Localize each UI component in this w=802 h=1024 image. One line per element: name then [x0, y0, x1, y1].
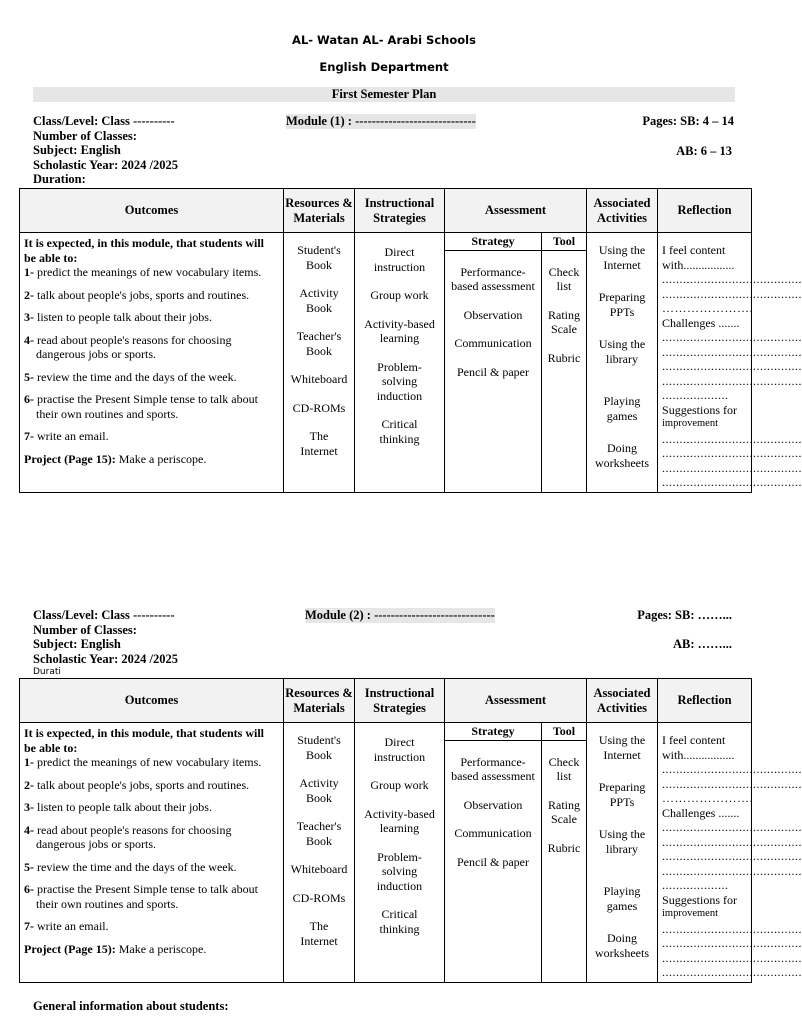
strategy-item: Problem-solving induction — [376, 359, 423, 403]
plan-title: First Semester Plan — [33, 87, 735, 102]
reflection-improvement: improvement — [662, 908, 719, 919]
activity-item: Using the Internet — [598, 733, 646, 762]
reflection-challenges: Challenges ....... — [662, 805, 740, 820]
outcomes-intro: It is expected, in this module, that students will be able to: — [24, 726, 265, 755]
resource-item: Student's Book — [297, 733, 341, 762]
plan-table-module2 — [19, 678, 802, 983]
outcome-5: 5- review the time and the days of the week. — [24, 859, 237, 874]
assessment-tool-item: Check list — [548, 264, 580, 293]
reflection-suggestions: Suggestions for — [662, 402, 738, 417]
module2-title: Module (2) : ----------------------------- — [305, 608, 495, 622]
outcome-2: 2- talk about people's jobs, sports and routines. — [24, 287, 250, 302]
activities-cell — [587, 233, 658, 493]
class-level: Class/Level: Class ---------- — [33, 114, 175, 128]
resource-item: The Internet — [300, 919, 338, 948]
activity-item: Using the library — [598, 827, 646, 856]
module1-pages-ab: AB: 6 – 13 — [676, 144, 732, 158]
resources-cell — [284, 723, 355, 983]
assessment-strategy-header: Strategy — [445, 233, 541, 251]
resource-item: Student's Book — [297, 243, 341, 272]
strategy-item: Direct instruction — [373, 245, 426, 274]
header-assessment: Assessment — [445, 679, 587, 723]
outcome-3: 3- listen to people talk about their jobs. — [24, 800, 212, 814]
assessment-strategy-item: Observation — [463, 797, 523, 812]
strategy-item: Activity-based learning — [364, 806, 435, 835]
reflection-cell — [658, 233, 802, 493]
reflection-dots: ........................................ — [662, 776, 802, 791]
outcome-2: 2- talk about people's jobs, sports and routines. — [24, 777, 250, 792]
assessment-tool-item: Rubric — [547, 350, 581, 365]
reflection-dots: ........................................ — [662, 820, 802, 834]
header-assessment: Assessment — [445, 189, 587, 233]
outcome-5: 5- review the time and the days of the week. — [24, 369, 237, 384]
assessment-strategy-cell — [445, 233, 542, 493]
duration: Duration: — [33, 172, 86, 186]
assessment-strategy-item: Pencil & paper — [457, 854, 529, 869]
resources-cell — [284, 233, 355, 493]
reflection-dots: ........................................ — [662, 272, 802, 286]
strategies-cell — [355, 723, 445, 983]
reflection-dots: ........................................ — [662, 286, 802, 301]
reflection-dots: …………………. — [662, 301, 754, 315]
scholastic-year: Scholastic Year: 2024 /2025 — [33, 651, 179, 666]
outcome-6: 6- practise the Present Simple tense to talk about their own routines and sports. — [24, 882, 258, 911]
assessment-strategy-item: Communication — [454, 336, 532, 350]
activity-item: Preparing PPTs — [598, 290, 646, 319]
activity-item: Doing worksheets — [595, 931, 650, 960]
strategy-item: Direct instruction — [373, 735, 426, 764]
number-of-classes: Number of Classes: — [33, 128, 137, 143]
assessment-strategy-header: Strategy — [445, 723, 541, 741]
resource-item: Teacher's Book — [296, 329, 342, 358]
header-activities: Associated Activities — [587, 189, 658, 233]
outcome-6: 6- practise the Present Simple tense to talk about their own routines and sports. — [24, 392, 258, 421]
outcomes-cell — [20, 233, 284, 493]
reflection-dots: ........................................ — [662, 475, 802, 489]
assessment-tool-header: Tool — [542, 723, 586, 741]
resource-item: Whiteboard — [290, 372, 348, 386]
assessment-tool-cell — [542, 233, 587, 493]
outcome-3: 3- listen to people talk about their jobs. — [24, 310, 212, 324]
outcome-4: 4- read about people's reasons for choosing dangerous jobs or sports. — [24, 822, 232, 851]
reflection-dots: ........................................ — [662, 849, 802, 863]
reflection-dots: ........................................ — [662, 762, 802, 776]
duration: Durati — [33, 667, 61, 677]
number-of-classes: Number of Classes: — [33, 622, 137, 637]
header-reflection: Reflection — [658, 679, 752, 723]
activity-item: Playing games — [603, 394, 641, 423]
assessment-tool-item: Rating Scale — [548, 307, 580, 336]
reflection-dots: ........................................ — [662, 460, 802, 475]
strategy-item: Problem-solving induction — [376, 849, 423, 893]
reflection-content: I feel content with................. — [662, 733, 735, 762]
header-resources: Resources & Materials — [284, 189, 355, 233]
reflection-dots: ........................................ — [662, 834, 802, 849]
header-strategies: Instructional Strategies — [355, 189, 445, 233]
plan-table-module1 — [19, 188, 802, 493]
scholastic-year: Scholastic Year: 2024 /2025 — [33, 157, 179, 172]
subject: Subject: English — [33, 143, 121, 157]
module1-title: Module (1) : ----------------------------- — [286, 114, 476, 128]
strategy-item: Activity-based learning — [364, 316, 435, 345]
resource-item: Activity Book — [299, 776, 339, 805]
module2-pages-ab: AB: ……... — [672, 637, 732, 651]
assessment-tool-header: Tool — [542, 233, 586, 251]
project: Project (Page 15): Make a periscope. — [24, 941, 207, 956]
subject: Subject: English — [33, 637, 121, 651]
activity-item: Doing worksheets — [595, 441, 650, 470]
module1-info — [33, 114, 178, 187]
reflection-dots: ........................................ — [662, 863, 802, 878]
assessment-tool-item: Rubric — [547, 840, 581, 855]
outcome-1: 1- predict the meanings of new vocabulary items. — [24, 265, 262, 279]
header-reflection: Reflection — [658, 189, 752, 233]
header-resources: Resources & Materials — [284, 679, 355, 723]
strategies-cell — [355, 233, 445, 493]
resource-item: Teacher's Book — [296, 819, 342, 848]
reflection-dots: ........................................ — [662, 344, 802, 359]
reflection-dots: ........................................ — [662, 330, 802, 344]
assessment-tool-cell — [542, 723, 587, 983]
header-strategies: Instructional Strategies — [355, 679, 445, 723]
strategy-item: Group work — [370, 288, 429, 302]
project: Project (Page 15): Make a periscope. — [24, 451, 207, 466]
general-info-heading: General information about students: — [33, 999, 229, 1013]
reflection-cell — [658, 723, 802, 983]
activity-item: Using the library — [598, 337, 646, 366]
reflection-dots: ........................................ — [662, 936, 802, 950]
strategy-item: Critical thinking — [379, 907, 420, 936]
activity-item: Playing games — [603, 884, 641, 913]
department-name: English Department — [319, 60, 449, 74]
reflection-dots: ........................................ — [662, 950, 802, 965]
reflection-dots: ........................................ — [662, 359, 802, 373]
header-outcomes: Outcomes — [20, 679, 284, 723]
module2-pages-sb: Pages: SB: ……... — [637, 608, 732, 622]
header-outcomes: Outcomes — [20, 189, 284, 233]
strategy-item: Group work — [370, 778, 429, 792]
reflection-dots: ........................................ — [662, 965, 802, 979]
assessment-strategy-item: Performance-based assessment — [451, 264, 535, 293]
outcome-1: 1- predict the meanings of new vocabulary items. — [24, 755, 262, 769]
reflection-suggestions: Suggestions for — [662, 892, 738, 907]
assessment-strategy-item: Observation — [463, 307, 523, 322]
resource-item: Activity Book — [299, 286, 339, 315]
outcome-7: 7- write an email. — [24, 429, 109, 443]
resource-item: Whiteboard — [290, 862, 348, 876]
outcomes-cell — [20, 723, 284, 983]
strategy-item: Critical thinking — [379, 417, 420, 446]
resource-item: The Internet — [300, 429, 338, 458]
assessment-strategy-item: Pencil & paper — [457, 364, 529, 379]
assessment-strategy-item: Performance-based assessment — [451, 754, 535, 783]
resource-item: CD-ROMs — [292, 400, 346, 415]
assessment-strategy-cell — [445, 723, 542, 983]
reflection-challenges: Challenges ....... — [662, 315, 740, 330]
reflection-dots: ................... — [662, 388, 729, 402]
reflection-dots: ................... — [662, 878, 729, 892]
outcome-7: 7- write an email. — [24, 919, 109, 933]
activity-item: Preparing PPTs — [598, 780, 646, 809]
reflection-dots: ........................................ — [662, 446, 802, 460]
module2-info — [33, 608, 178, 678]
outcome-4: 4- read about people's reasons for choosing dangerous jobs or sports. — [24, 332, 232, 361]
school-name: AL- Watan AL- Arabi Schools — [292, 33, 476, 47]
resource-item: CD-ROMs — [292, 890, 346, 905]
assessment-tool-item: Check list — [548, 754, 580, 783]
outcomes-intro: It is expected, in this module, that students will be able to: — [24, 236, 265, 265]
assessment-tool-item: Rating Scale — [548, 797, 580, 826]
reflection-content: I feel content with................. — [662, 243, 735, 272]
activity-item: Using the Internet — [598, 243, 646, 272]
activities-cell — [587, 723, 658, 983]
reflection-dots: …………………. — [662, 791, 754, 805]
assessment-strategy-item: Communication — [454, 826, 532, 840]
class-level: Class/Level: Class ---------- — [33, 608, 175, 622]
reflection-dots: ........................................ — [662, 921, 802, 936]
reflection-improvement: improvement — [662, 418, 719, 429]
reflection-dots: ........................................ — [662, 431, 802, 446]
module1-pages-sb: Pages: SB: 4 – 14 — [642, 114, 734, 128]
reflection-dots: ........................................ — [662, 373, 802, 388]
header-activities: Associated Activities — [587, 679, 658, 723]
